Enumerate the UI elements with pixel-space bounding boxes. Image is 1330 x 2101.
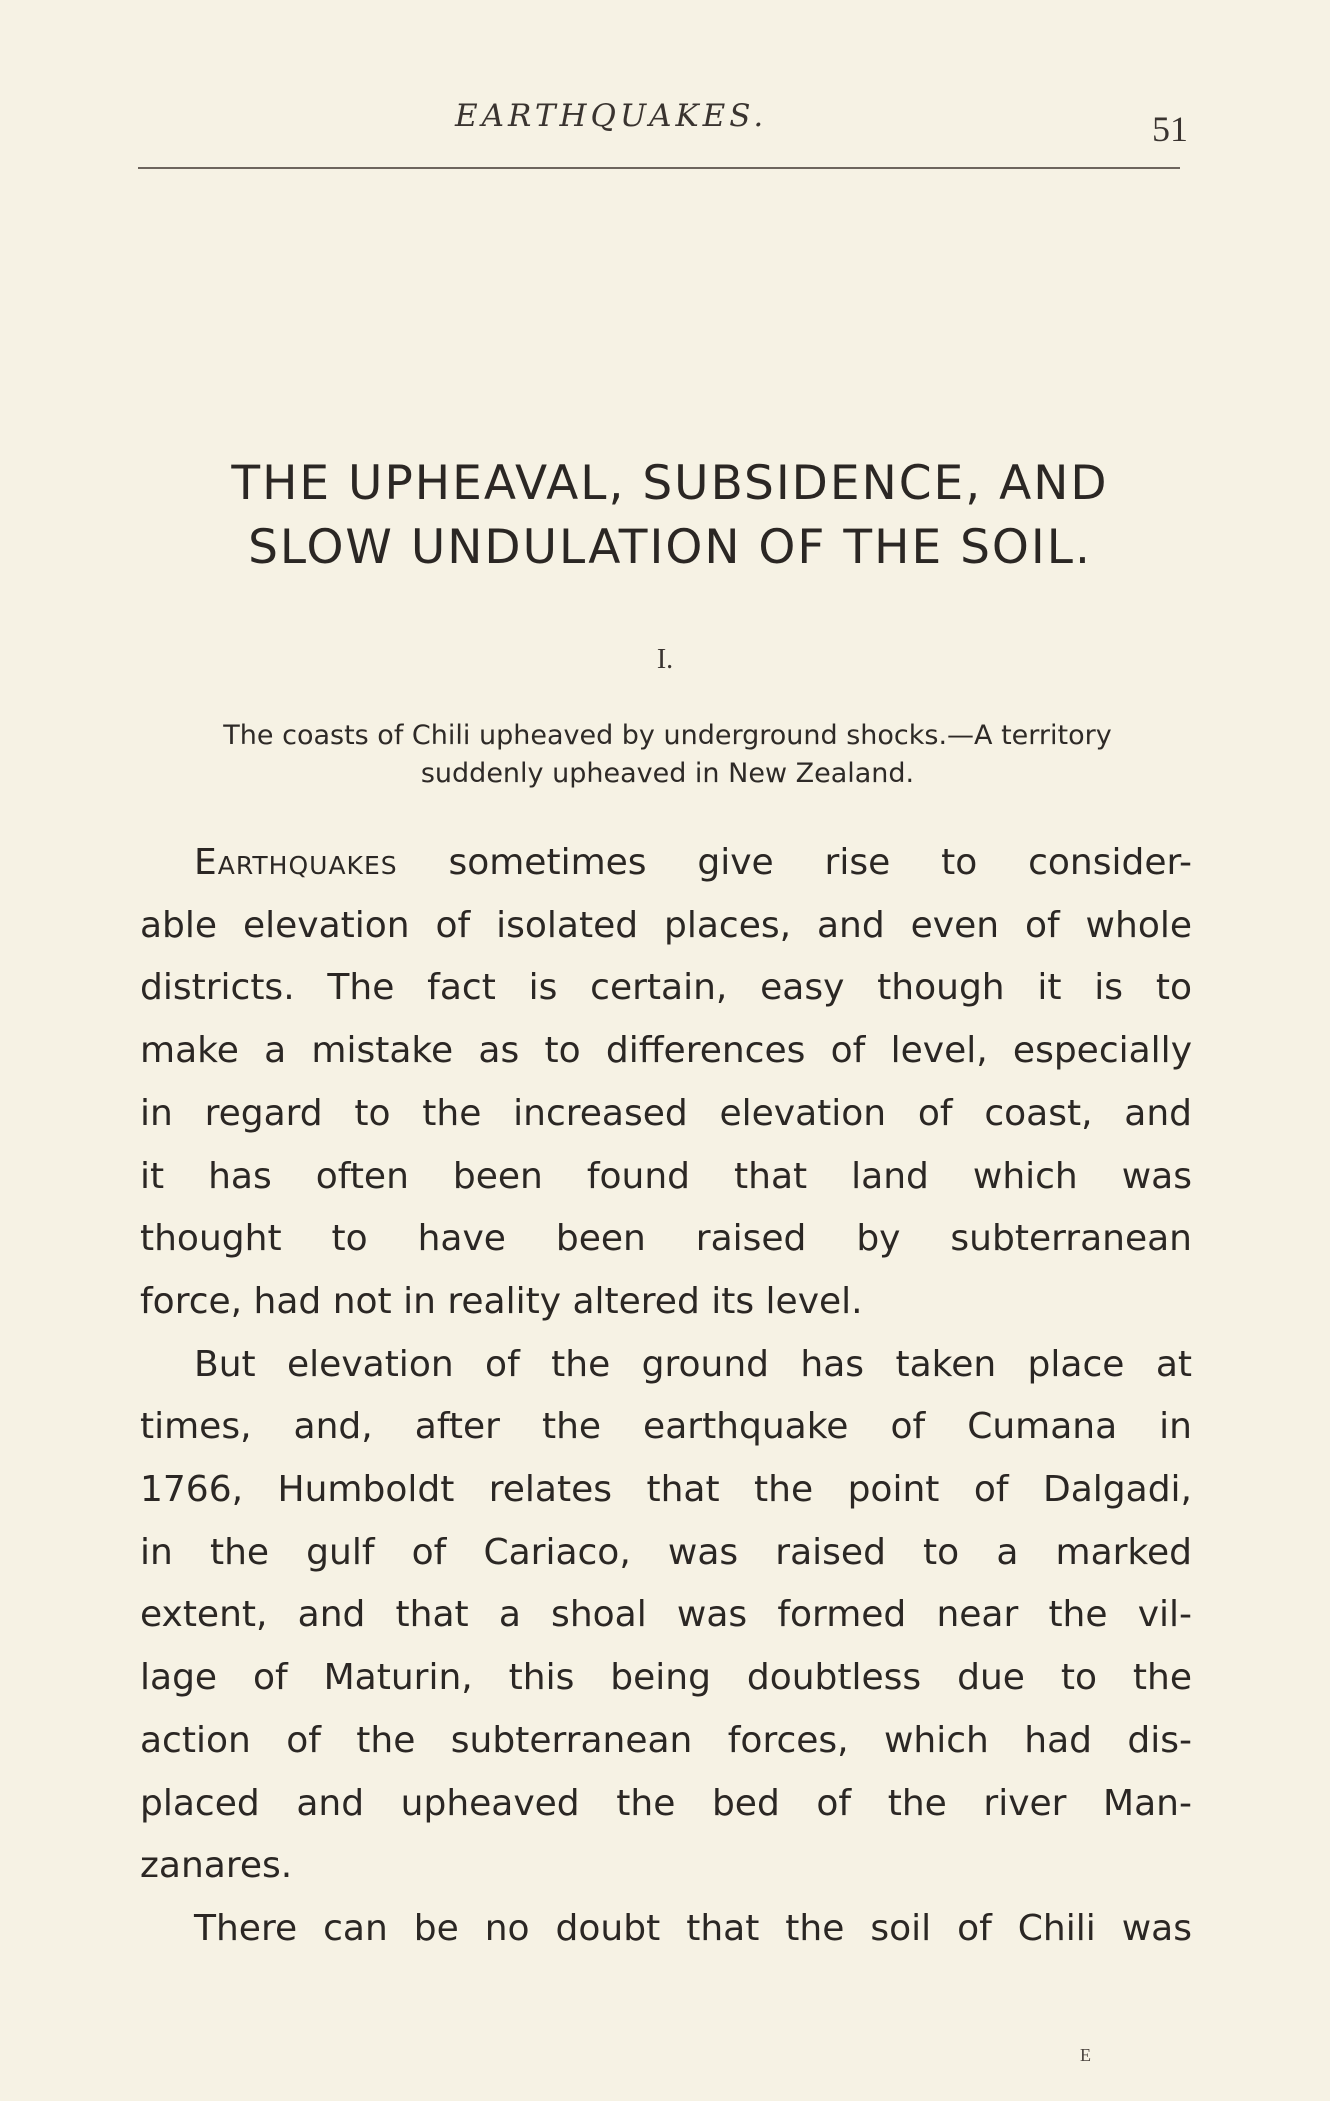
text-line: zanares. (140, 1845, 293, 1887)
summary-line: The coasts of Chili upheaved by underground shocks.—A territory (223, 720, 1112, 751)
text-line: in regard to the increased elevation of coast, and (140, 1092, 1192, 1134)
text-line: able elevation of isolated places, and even of whole (140, 904, 1192, 946)
running-title: EARTHQUAKES. (455, 98, 768, 134)
text-line-rest: sometimes give rise to consider- (397, 842, 1192, 883)
section-summary (140, 717, 1195, 793)
text-line: districts. The fact is certain, easy though it is to (140, 967, 1192, 1009)
summary-line: suddenly upheaved in New Zealand. (420, 758, 915, 789)
paragraph-first-line (140, 832, 1192, 895)
text-line: 1766, Humboldt relates that the point of Dalgadi, (140, 1469, 1192, 1511)
text-line: But elevation of the ground has taken place at (194, 1343, 1192, 1385)
body-text (140, 832, 1192, 1961)
text-line: force, had not in reality altered its level. (140, 1280, 863, 1322)
opening-word: Earthquakes (194, 842, 398, 883)
text-line: action of the subterranean forces, which had dis- (140, 1719, 1192, 1761)
text-line: it has often been found that land which was (140, 1155, 1192, 1197)
text-line: make a mistake as to differences of level, especially (140, 1030, 1192, 1072)
text-line: lage of Maturin, this being doubtless due to the (140, 1657, 1192, 1699)
chapter-title-line: THE UPHEAVAL, SUBSIDENCE, AND (231, 456, 1109, 511)
text-line: times, and, after the earthquake of Cumana in (140, 1406, 1192, 1448)
text-line: placed and upheaved the bed of the river Man- (140, 1782, 1192, 1824)
text-line: thought to have been raised by subterranean (140, 1218, 1192, 1260)
text-line: There can be no doubt that the soil of Chili was (194, 1907, 1192, 1949)
chapter-title (140, 452, 1200, 580)
section-numeral: I. (656, 644, 674, 675)
header-rule (138, 167, 1180, 169)
signature-mark: E (1080, 2045, 1091, 2065)
page-number: 51 (1152, 109, 1188, 149)
text-line: in the gulf of Cariaco, was raised to a marked (140, 1531, 1192, 1573)
running-head (0, 98, 1330, 148)
chapter-title-line: SLOW UNDULATION OF THE SOIL. (248, 520, 1092, 575)
text-line: extent, and that a shoal was formed near the vil- (140, 1594, 1192, 1636)
